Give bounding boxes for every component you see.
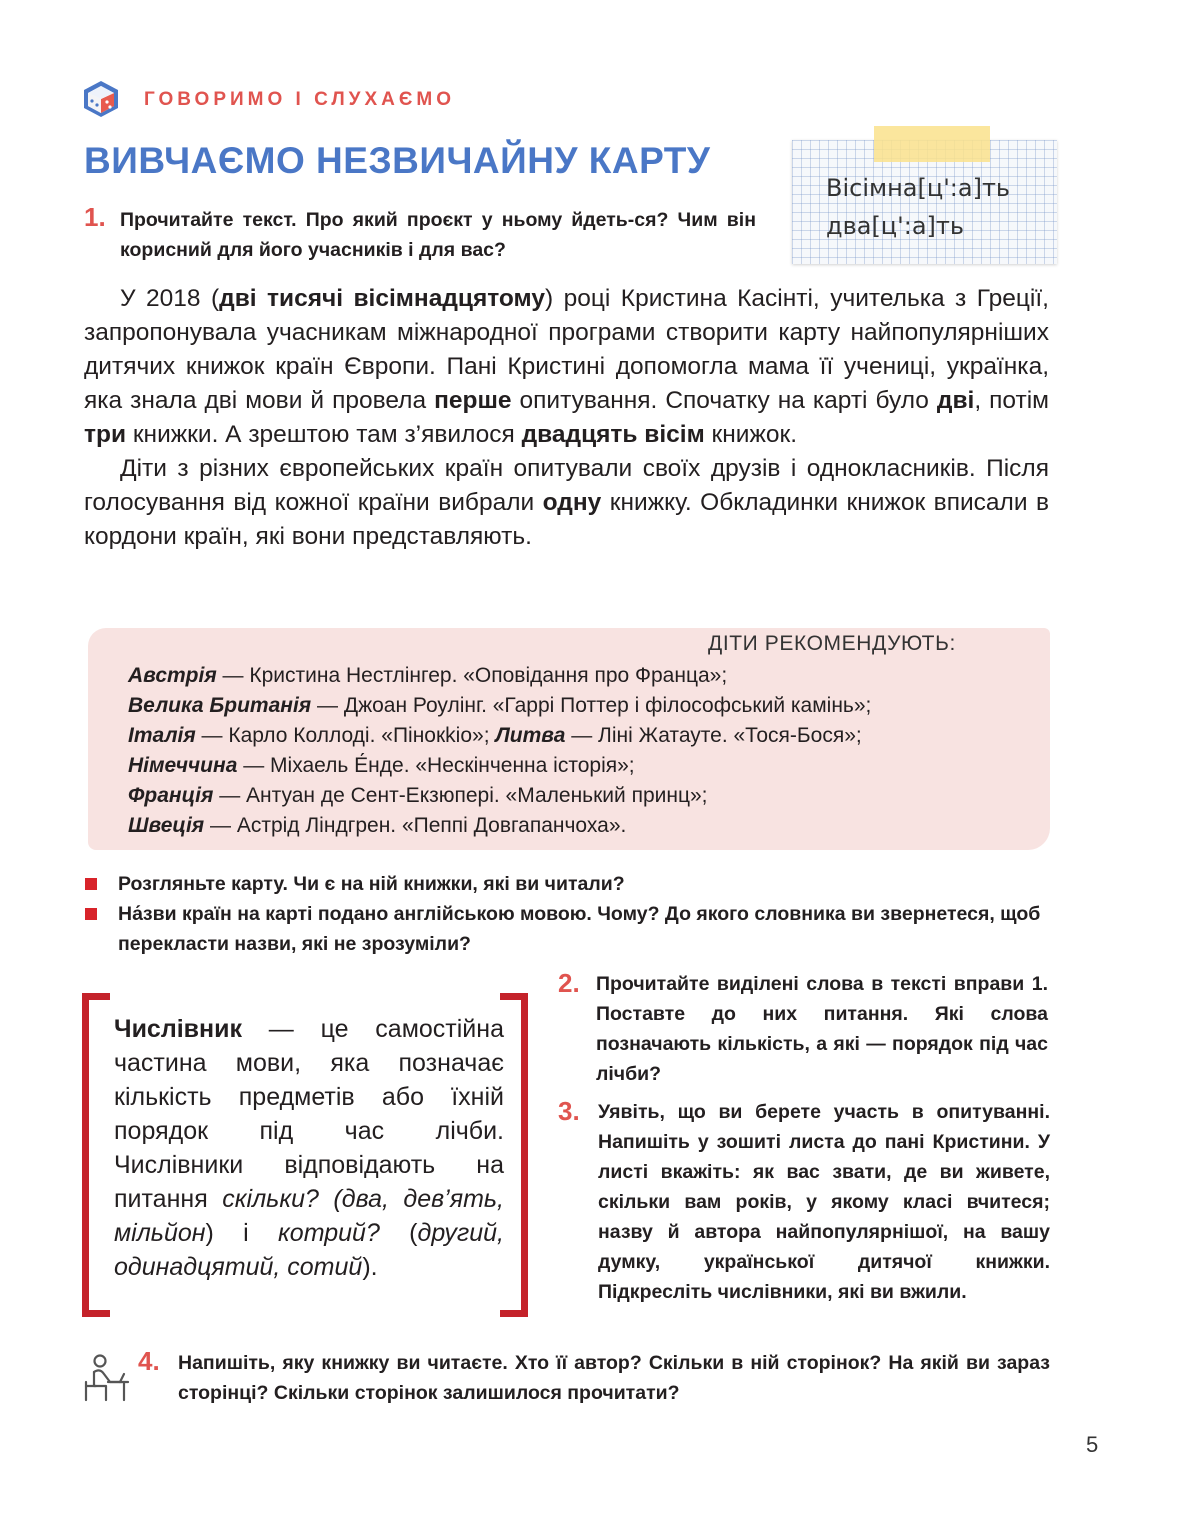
task-1-text: Прочитайте текст. Про який проєкт у ньому йдеть-ся? Чим він корисний для його учасників і для вас? bbox=[120, 209, 756, 261]
list-item: Велика Британія — Джоан Роулінг. «Гаррі Поттер і філософський камінь»; bbox=[128, 694, 872, 717]
bullet-marker bbox=[85, 908, 97, 920]
task-number-1: 1. bbox=[84, 202, 106, 232]
task-2-text: Прочитайте виділені слова в тексті вправи 1. Поставте до них питання. Які слова позначають кількість, а які — порядок під час лічби? bbox=[596, 973, 1048, 1085]
paragraph-1: У 2018 (дві тисячі вісімнадцятому) році Кристина Касінті, учителька з Греції, запропонувала учасникам міжнародної програми створити карту найпопулярніших дитячих книжок країн Європи. Пані Кристині допомогла мама її учениці, українка, яка знала дві мови й провела перше опитування. Спочатку на карті було дві, потім три книжки. А зрештою там з’явилося двадцять вісім книжок. bbox=[84, 285, 1049, 448]
main-text bbox=[84, 282, 1049, 554]
bullet-1-text: Розгляньте карту. Чи є на ній книжки, які ви читали? bbox=[118, 873, 625, 895]
bracket-left bbox=[82, 993, 110, 1317]
list-item: Австрія — Кристина Нестлінгер. «Оповідання про Франца»; bbox=[128, 664, 728, 687]
recommendations-title: ДІТИ РЕКОМЕНДУЮТЬ: bbox=[708, 632, 956, 655]
list-item: Італія — Карло Коллоді. «Пінокkio»; Литва — Ліні Жатауте. «Тося-Бося»; bbox=[128, 724, 862, 747]
bullet-marker bbox=[85, 878, 97, 890]
note-line-2: два[ц':а]ть bbox=[826, 212, 965, 240]
page-title: ВИВЧАЄМО НЕЗВИЧАЙНУ КАРТУ bbox=[84, 140, 711, 181]
definition-text: Числівник — це самостійна частина мови, яка позначає кількість предметів або їхній порядок під час лічби. Числівники відповідають на питання скільки? (два, дев’ять, мільйон) і котрий? (другий, одинадцятий, сотий). bbox=[114, 1015, 505, 1281]
task-4-text: Напишіть, яку книжку ви читаєте. Хто її автор? Скільки в ній сторінок? На якій ви зараз сторінці? Скільки сторінок залишилося прочитати? bbox=[178, 1352, 1050, 1404]
task-3-text: Уявіть, що ви берете участь в опитуванні. Напишіть у зошиті листа до пані Кристини. У листі вкажіть: як вас звати, де ви живете, скільки вам років, у якому класі вчитеся; назву й автора найпопулярнішої, на вашу думку, української дитячої книжки. Підкресліть числівники, які ви вжили. bbox=[598, 1101, 1050, 1303]
recommendations-list bbox=[128, 661, 1028, 841]
section-label: ГОВОРИМО І СЛУХАЄМО bbox=[144, 89, 456, 110]
list-item: Швеція — Астрід Ліндгрен. «Пеппі Довгапанчоха». bbox=[128, 814, 627, 837]
dice-cube-icon bbox=[82, 80, 120, 118]
list-item: Німеччина — Міхаель Е́нде. «Нескінченна історія»; bbox=[128, 754, 635, 777]
task-number-2: 2. bbox=[558, 968, 580, 998]
list-item: Франція — Антуан де Сент-Екзюпері. «Маленький принц»; bbox=[128, 784, 708, 807]
note-line-1: Вісімна[ц':а]ть bbox=[826, 174, 1011, 202]
task-number-4: 4. bbox=[138, 1346, 160, 1376]
page-number: 5 bbox=[1086, 1432, 1099, 1457]
task-number-3: 3. bbox=[558, 1096, 580, 1126]
tape-strip bbox=[874, 126, 990, 162]
student-at-desk-icon bbox=[80, 1352, 132, 1404]
paragraph-2: Діти з різних європейських країн опитували своїх друзів і однокласників. Після голосування від кожної країни вибрали одну книжку. Обкладинки книжок вписали в кордони країн, які вони представляють. bbox=[84, 455, 1049, 550]
bracket-right bbox=[500, 993, 528, 1317]
bullet-2-text: На́зви країн на карті подано англійською мовою. Чому? До якого словника ви звернетеся, щоб перекласти назви, які не зрозуміли? bbox=[118, 903, 1041, 955]
